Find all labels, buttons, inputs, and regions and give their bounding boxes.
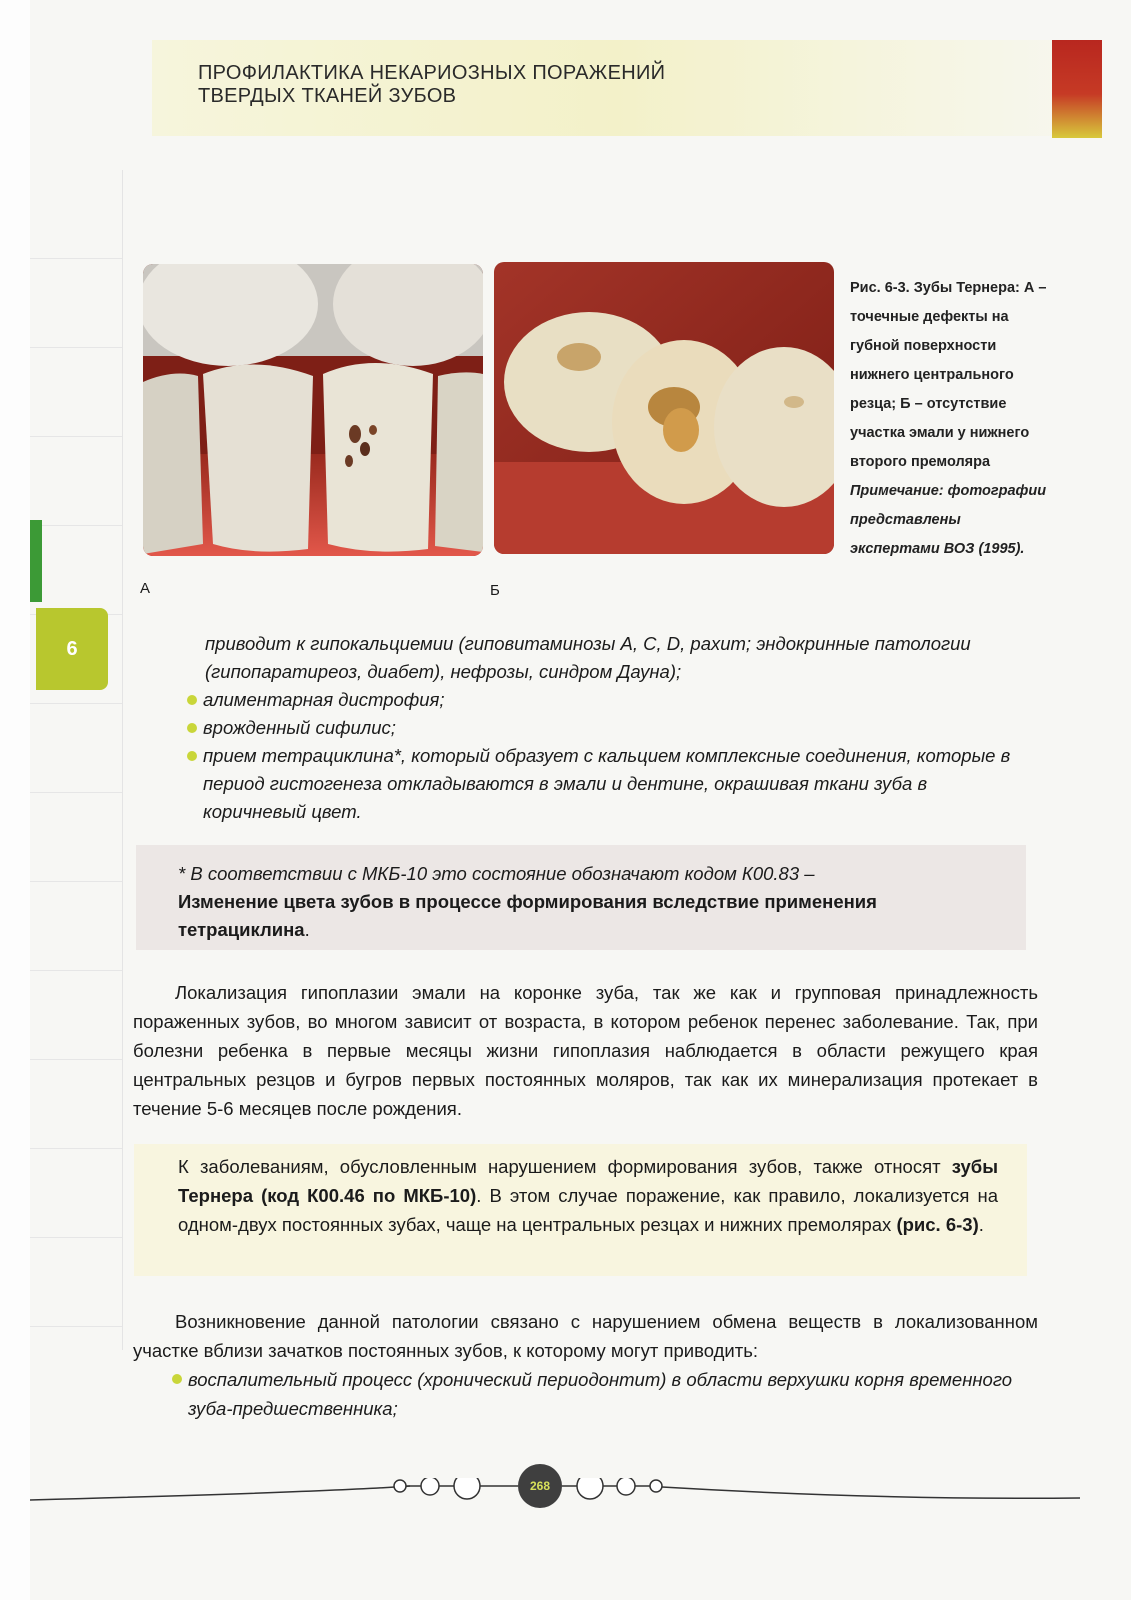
header-line-1: ПРОФИЛАКТИКА НЕКАРИОЗНЫХ ПОРАЖЕНИЙ [198,62,666,84]
bullet-list [185,686,1035,826]
bullet-dot [187,695,197,705]
photo-label-a: А [140,580,151,597]
caption-title: Рис. 6-3. Зубы Тернера: [850,280,1020,296]
chapter-strip [30,520,42,602]
page-number: 268 [518,1464,562,1508]
list-item: воспалительный процесс (хронический периодонтит) в области верхушки корня временного зуба-предшественника; [170,1365,1040,1423]
paragraph-turner: К заболеваниям, обусловленным нарушением формирования зубов, также относят зубы Тернера (код К00.46 по МКБ-10). В этом случае поражение, как правило, локализуется на одном-двух постоянных зубах, чаще на центральных резцах и нижних премолярах (рис. 6-3). [178,1156,998,1235]
photo-b [494,262,834,554]
footnote-suffix: . [304,919,310,940]
list-item: врожденный сифилис; [185,714,1035,742]
photo-a [143,264,483,556]
list-item: прием тетрациклина*, который образует с кальцием комплексные соединения, которые в период гистогенеза откладываются в эмали и дентине, окрашивая ткани зуба в коричневый цвет. [185,742,1035,826]
figure-caption [850,274,1050,564]
caption-a: А – точечные дефекты на губной поверхности нижнего центрального резца; [850,280,1047,412]
margin-grid [30,170,123,1350]
turner-bold: зубы Тернера (код К00.46 по МКБ-10) [178,1156,998,1206]
page-edge [0,0,30,1600]
paragraph-localization: Локализация гипоплазии эмали на коронке зуба, так же как и групповая принадлежность пораженных зубов, во многом зависит от возраста, в котором ребенок перенес заболевание. Так, при болезни ребенка в первые месяцы жизни гипоплазия наблюдается в области режущего края центральных резцов и бугров первых постоянных моляров, так как их минерализация протекает в течение 5-6 месяцев после рождения. [133,982,1038,1119]
corner-bookmark [1052,40,1102,138]
footnote-text [178,860,998,944]
caption-note: Примечание: фотографии представлены экспертами ВОЗ (1995). [850,483,1047,557]
footnote-prefix: * В соответствии с МКБ-10 это состояние обозначают кодом К00.83 – [178,863,815,884]
header-line-2: ТВЕРДЫХ ТКАНЕЙ ЗУБОВ [198,85,457,107]
bullet-dot [187,751,197,761]
bullet-dot [172,1374,182,1384]
paragraph-cause: Возникновение данной патологии связано с нарушением обмена веществ в локализованном участке вблизи зачатков постоянных зубов, к которому могут приводить: [133,1311,1038,1361]
caption-b: Б – отсутствие участка эмали у нижнего второго премоляра [850,396,1030,470]
figure-ref[interactable]: (рис. 6-3) [896,1214,979,1235]
continued-text: приводит к гипокальциемии (гиповитаминозы А, С, D, рахит; эндокринные патологии (гипопаратиреоз, диабет), нефрозы, синдром Дауна); [205,633,971,682]
chapter-tab[interactable]: 6 [36,608,108,690]
photo-label-b: Б [490,582,500,599]
footnote-bold: Изменение цвета зубов в процессе формирования вследствие применения тетрациклина [178,891,877,940]
bullet-dot [187,723,197,733]
page-header-title [198,62,665,108]
list-item: алиментарная дистрофия; [185,686,1035,714]
